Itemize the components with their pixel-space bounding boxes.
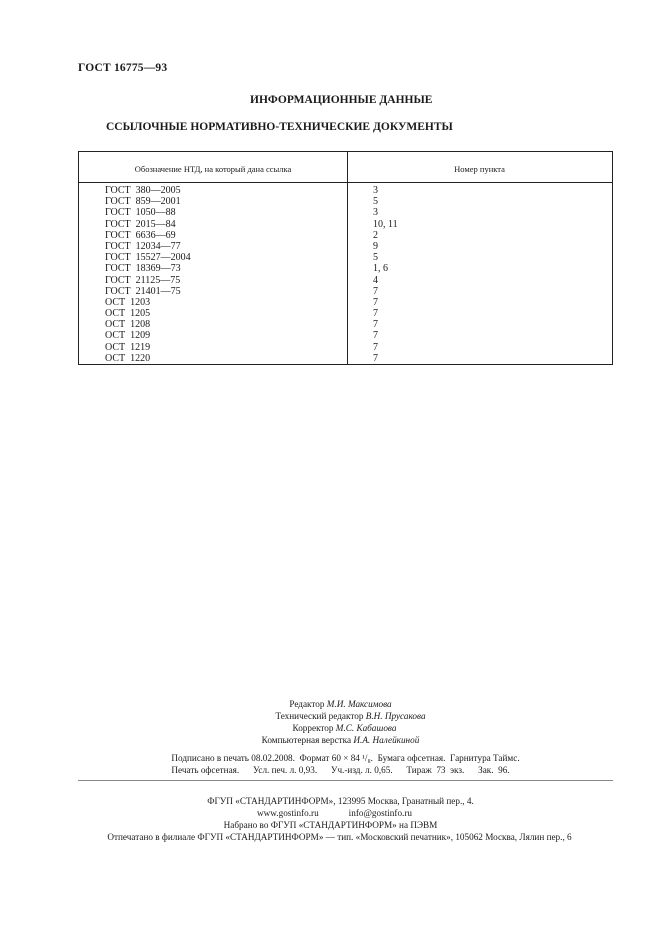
editor-name: М.И. Максимова xyxy=(326,699,392,709)
corrector-label: Корректор xyxy=(292,723,334,733)
document-designation: ГОСТ 380—2005 xyxy=(105,185,181,196)
table-title: ССЫЛОЧНЫЕ НОРМАТИВНО-ТЕХНИЧЕСКИЕ ДОКУМЕНТЫ xyxy=(106,121,453,133)
typeset-note: Набрано во ФГУП «СТАНДАРТИНФОРМ» на ПЭВМ xyxy=(223,820,438,830)
header-divider xyxy=(79,182,612,183)
document-designation: ОСТ 1208 xyxy=(105,319,151,331)
item-number: 7 xyxy=(373,285,378,297)
table-row xyxy=(79,252,612,263)
table-row xyxy=(79,297,612,308)
item-number: 7 xyxy=(373,330,378,342)
document-designation: ОСТ 1220 xyxy=(105,352,151,364)
print-details-line: Печать офсетная. Усл. печ. л. 0,93. Уч.-изд. л. 0,65. Тираж 73 экз. Зак. 96. xyxy=(171,765,510,775)
tech-editor-name: В.Н. Прусакова xyxy=(365,711,426,721)
website-link[interactable]: www.gostinfo.ru xyxy=(257,808,319,818)
tech-editor-label: Технический редактор xyxy=(275,711,364,721)
table-row xyxy=(79,319,612,330)
document-designation: ГОСТ 15527—2004 xyxy=(105,252,191,264)
item-number: 5 xyxy=(373,196,378,208)
item-number: 3 xyxy=(373,207,378,219)
document-designation: ОСТ 1205 xyxy=(105,308,151,320)
item-number: 7 xyxy=(373,308,378,320)
email-link[interactable]: info@gostinfo.ru xyxy=(348,808,412,818)
item-number: 2 xyxy=(373,229,378,241)
table-row xyxy=(79,196,612,207)
table-row xyxy=(79,207,612,218)
editor-credit xyxy=(0,698,661,710)
document-designation: ГОСТ 6636—69 xyxy=(105,229,176,241)
document-designation: ГОСТ 18369—73 xyxy=(105,263,181,275)
table-row xyxy=(79,275,612,286)
table-row xyxy=(79,353,612,364)
print-details xyxy=(0,752,661,776)
editor-label: Редактор xyxy=(289,699,325,709)
table-row xyxy=(79,330,612,341)
editorial-credits xyxy=(0,698,661,746)
publisher-info xyxy=(0,795,661,843)
column-header-item-number: Номер пункта xyxy=(454,164,505,174)
publisher-address: ФГУП «СТАНДАРТИНФОРМ», 123995 Москва, Гранатный пер., 4. xyxy=(207,796,474,806)
layout-name: И.А. Налейкиной xyxy=(353,735,420,745)
item-number: 7 xyxy=(373,319,378,331)
document-designation: ОСТ 1203 xyxy=(105,296,151,308)
item-number: 3 xyxy=(373,185,378,196)
document-designation: ГОСТ 12034—77 xyxy=(105,240,181,252)
document-designation: ГОСТ 21125—75 xyxy=(105,274,181,286)
document-designation: ГОСТ 2015—84 xyxy=(105,218,176,230)
tech-editor-credit xyxy=(0,710,661,722)
item-number: 10, 11 xyxy=(373,218,398,230)
table-row xyxy=(79,241,612,252)
item-number: 9 xyxy=(373,240,378,252)
document-number: ГОСТ 16775—93 xyxy=(78,62,168,74)
table-row xyxy=(79,342,612,353)
document-designation: ОСТ 1209 xyxy=(105,330,151,342)
section-title: ИНФОРМАЦИОННЫЕ ДАННЫЕ xyxy=(250,94,433,106)
item-number: 7 xyxy=(373,352,378,364)
table-row xyxy=(79,185,612,196)
publisher-contacts xyxy=(0,807,661,819)
document-designation: ГОСТ 859—2001 xyxy=(105,196,181,208)
references-table xyxy=(78,151,613,365)
document-designation: ГОСТ 1050—88 xyxy=(105,207,176,219)
table-body xyxy=(79,185,612,364)
table-row xyxy=(79,286,612,297)
divider-line xyxy=(78,780,613,781)
layout-credit xyxy=(0,734,661,746)
table-row xyxy=(79,308,612,319)
document-designation: ГОСТ 21401—75 xyxy=(105,285,181,297)
item-number: 7 xyxy=(373,341,378,353)
print-details-line: Подписано в печать 08.02.2008. Формат 60 × 84 ¹/₈. Бумага офсетная. Гарнитура Таймс. xyxy=(171,753,520,763)
layout-label: Компьютерная верстка xyxy=(261,735,352,745)
table-row xyxy=(79,230,612,241)
item-number: 5 xyxy=(373,252,378,264)
corrector-name: М.С. Кабашова xyxy=(335,723,397,733)
printer-note: Отпечатано в филиале ФГУП «СТАНДАРТИНФОРМ» — тип. «Московский печатник», 105062 Москва, Лялин пер., 6 xyxy=(107,832,572,842)
table-row xyxy=(79,263,612,274)
corrector-credit xyxy=(0,722,661,734)
item-number: 4 xyxy=(373,274,378,286)
column-header-document: Обозначение НТД, на который дана ссылка xyxy=(134,164,292,174)
item-number: 1, 6 xyxy=(373,263,388,275)
item-number: 7 xyxy=(373,296,378,308)
document-designation: ОСТ 1219 xyxy=(105,341,151,353)
table-row xyxy=(79,219,612,230)
